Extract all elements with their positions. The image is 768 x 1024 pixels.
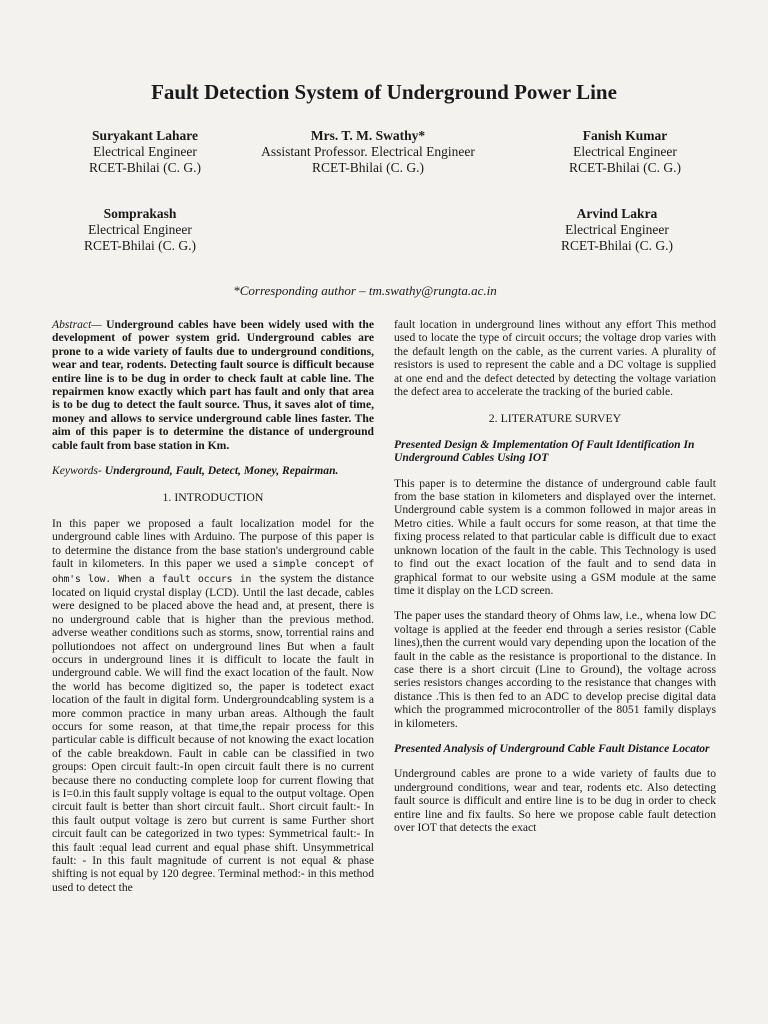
- author-role: Electrical Engineer: [93, 144, 197, 159]
- subsection-heading: Presented Analysis of Underground Cable Fault Distance Locator: [394, 741, 710, 755]
- author-block-2: [248, 128, 488, 176]
- right-column: [394, 318, 716, 834]
- author-role: Assistant Professor. Electrical Engineer: [261, 144, 475, 159]
- author-block-3: [540, 128, 710, 176]
- author-name: Arvind Lakra: [576, 206, 658, 221]
- introduction-paragraph: [52, 517, 374, 894]
- paragraph: The paper uses the standard theory of Ohms law, i.e., whena low DC voltage is applied at the feeder end through a series resistor (Cable lines),then the current would vary depending upon the location of the fault in the cable as the resistance is proportional to the distance. In case there is a short circuit (Line to Ground), the voltage across series resistors changes according to the resistance that changes with distance .This is then fed to an ADC to develop precise digital data which the programmed microcontroller of the 8051 family displays in kilometers.: [394, 609, 716, 730]
- author-name: Fanish Kumar: [582, 128, 668, 143]
- section-heading-introduction: 1. INTRODUCTION: [162, 490, 264, 505]
- author-name: Somprakash: [103, 206, 177, 221]
- abstract-label: Abstract—: [52, 318, 102, 331]
- author-name: Mrs. T. M. Swathy*: [310, 128, 426, 143]
- subsection-heading: Presented Design & Implementation Of Fault Identification In Underground Cables Using IOT: [394, 437, 695, 465]
- section-heading-literature-survey: 2. LITERATURE SURVEY: [488, 411, 622, 426]
- paragraph: This paper is to determine the distance of underground cable fault from the base station in kilometers and displayed over the internet. Underground cable system is a common followed in major areas in Metro cities. While a fault occurs for some reason, at that time the fixing process related to that particular cable is difficult due to exact unknown location of the fault in the cable. This Technology is used to find out the exact location of the fault and to send data in graphical format to our website using a GSM module at the same time it display on the LCD screen.: [394, 476, 716, 597]
- corresponding-author: *Corresponding author – tm.swathy@rungta.ac.in: [233, 283, 497, 298]
- keywords-label: Keywords-: [52, 464, 102, 478]
- author-name: Suryakant Lahare: [92, 128, 198, 143]
- author-role: Electrical Engineer: [573, 144, 677, 159]
- intro-text-mono: simple concept of ohm's low. When a fault occurs in the: [52, 559, 374, 585]
- author-affiliation: RCET-Bhilai (C. G.): [311, 160, 424, 175]
- keywords: [52, 464, 374, 477]
- author-block-5: [532, 206, 702, 254]
- author-affiliation: RCET-Bhilai (C. G.): [560, 238, 673, 253]
- keywords-text: Underground, Fault, Detect, Money, Repairman.: [101, 464, 339, 478]
- paper-title: Fault Detection System of Underground Power Line: [151, 80, 617, 104]
- intro-text-2: system the distance located on liquid crystal display (LCD). Until the last decade, cables were designed to be placed above the head and, at present, there is no underground cable that is higher than the previous method. adverse weather conditions such as storms, snow, torrential rains and pollutiondoes not affect on underground lines But when a fault occurs in underground lines it is difficult to locate the fault in underground cable. We will find the exact location of the fault. Now the world has become digitized so, the paper is todetect exact location of the fault in digital form. Undergroundcabling system is a more common practice in many urban areas. Although the fault occurs for some reason, at that time,the repair process for this particular cable is difficult because of not knowing the exact location of the cable breakdown. Fault in cable can be classified in two groups: Open circuit fault:-In open circuit fault there is no current because there no conducting complete loop for current flowing that is I=0.in this fault supply voltage is equal to the output voltage. Open circuit fault is better than short circuit fault.. Short circuit fault:- In this fault output voltage is zero but current is same Further short circuit fault can be categorized in two types: Symmetrical fault:- In this fault :equal lead current and equal phase shift. Unsymmetrical fault: - In this fault magnitude of current is not equal & phase shifting is not equal by 120 degree. Terminal method:- in this method used to detect the: [52, 571, 374, 894]
- author-block-1: [60, 128, 230, 176]
- abstract: [52, 318, 374, 452]
- author-affiliation: RCET-Bhilai (C. G.): [83, 238, 196, 253]
- left-column: [52, 318, 374, 894]
- author-role: Electrical Engineer: [565, 222, 669, 237]
- author-affiliation: RCET-Bhilai (C. G.): [88, 160, 201, 175]
- intro-text-1: In this paper we proposed a fault localization model for the underground cable lines with Arduino. The purpose of this paper is to determine the distance from the base station's underground cable fault in kilometers. In this paper we used a: [52, 516, 374, 571]
- author-role: Electrical Engineer: [88, 222, 192, 237]
- author-block-4: [55, 206, 225, 254]
- paragraph: fault location in underground lines without any effort This method used to locate the type of circuit occurs; the voltage drop varies with the default length on the cable, as the current varies. A plurality of resistors is used to represent the cable and a DC voltage is supplied at one end and the defect detected by detecting the voltage variation the defect area to accelerate the tracking of the buried cable.: [394, 318, 716, 399]
- paragraph: Underground cables are prone to a wide variety of faults due to underground conditions, wear and tear, rodents etc. Also detecting fault source is difficult and entire line is to be dug in order to check entire line and fix faults. So here we propose cable fault detection over IOT that detects the exact: [394, 767, 716, 834]
- abstract-text: Underground cables have been widely used with the development of power system grid. Underground cables are prone to a wide variety of faults due to underground conditions, wear and tear, rodents. Detecting fault source is difficult because entire line is to be dug in order to check fault at cable line. The repairmen know exactly which part has fault and only that area is to be dug to detect the fault source. Thus, it saves alot of time, money and allows to service underground cable lines faster. The aim of this paper is to determine the distance of underground cable fault from base station in Km.: [52, 318, 374, 452]
- author-affiliation: RCET-Bhilai (C. G.): [568, 160, 681, 175]
